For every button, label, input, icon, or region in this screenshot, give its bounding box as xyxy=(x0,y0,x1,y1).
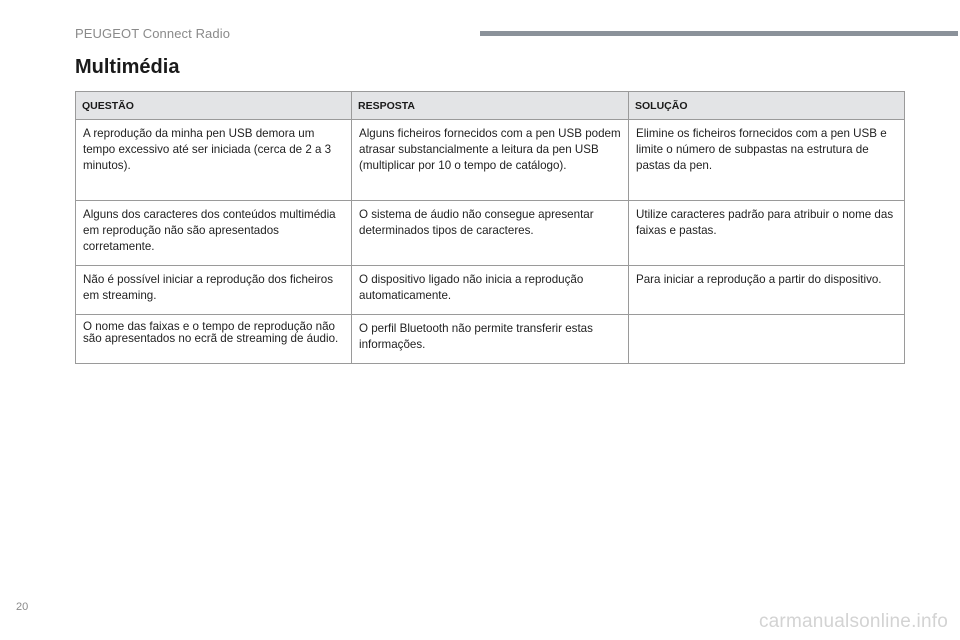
cell-question: O nome das faixas e o tempo de reprodução não são apresentados no ecrã de streaming de áudio. xyxy=(76,315,352,364)
cell-question: Alguns dos caracteres dos conteúdos multimédia em reprodução não são apresentados corretamente. xyxy=(76,201,352,266)
cell-question: A reprodução da minha pen USB demora um tempo excessivo até ser iniciada (cerca de 2 a 3 minutos). xyxy=(76,120,352,201)
cell-solution xyxy=(629,315,905,364)
watermark: carmanualsonline.info xyxy=(758,611,948,632)
table-row xyxy=(76,120,905,201)
column-header-answer: RESPOSTA xyxy=(352,92,629,120)
cell-solution: Para iniciar a reprodução a partir do dispositivo. xyxy=(629,266,905,315)
section-title: Multimédia xyxy=(75,56,180,78)
cell-question: Não é possível iniciar a reprodução dos ficheiros em streaming. xyxy=(76,266,352,315)
page-number: 20 xyxy=(16,601,29,613)
cell-answer: Alguns ficheiros fornecidos com a pen USB podem atrasar substancialmente a leitura da pen USB (multiplicar por 10 o tempo de catálogo). xyxy=(352,120,629,201)
cell-answer: O perfil Bluetooth não permite transferir estas informações. xyxy=(352,315,629,364)
table-row xyxy=(76,201,905,266)
header-rule xyxy=(480,31,958,36)
cell-answer: O sistema de áudio não consegue apresentar determinados tipos de caracteres. xyxy=(352,201,629,266)
cell-solution: Utilize caracteres padrão para atribuir o nome das faixas e pastas. xyxy=(629,201,905,266)
running-header: PEUGEOT Connect Radio xyxy=(75,26,231,41)
column-header-solution: SOLUÇÃO xyxy=(629,92,905,120)
table-row xyxy=(76,315,905,364)
cell-answer: O dispositivo ligado não inicia a reprodução automaticamente. xyxy=(352,266,629,315)
table-header-row xyxy=(76,92,905,120)
column-header-question: QUESTÃO xyxy=(76,92,352,120)
faq-table xyxy=(75,91,905,364)
cell-solution: Elimine os ficheiros fornecidos com a pen USB e limite o número de subpastas na estrutura de pastas da pen. xyxy=(629,120,905,201)
table-row xyxy=(76,266,905,315)
